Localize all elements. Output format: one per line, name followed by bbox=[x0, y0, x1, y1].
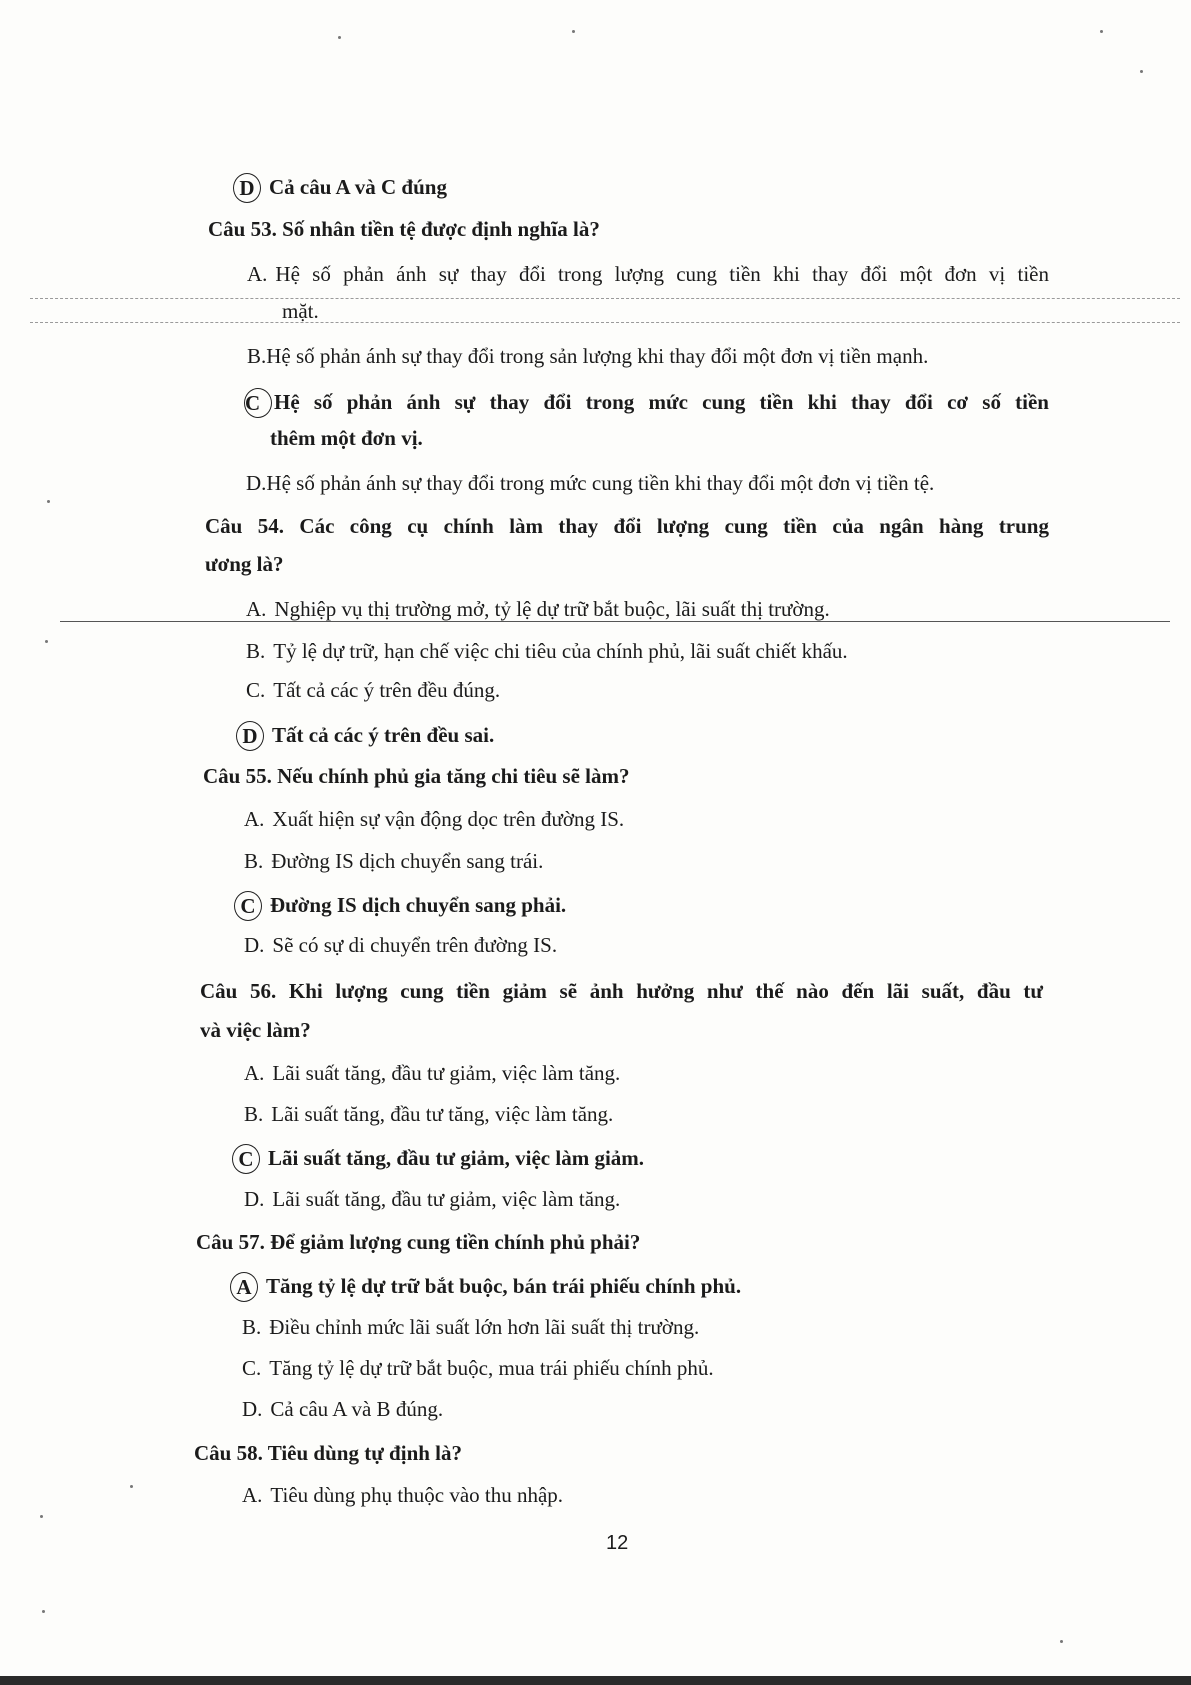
option-text: Hệ số phản ánh sự thay đổi trong mức cung tiền khi thay đổi cơ số tiền bbox=[274, 390, 1049, 414]
scan-bottom-edge bbox=[0, 1676, 1191, 1685]
option-d-q52 bbox=[233, 172, 447, 202]
option-d-q56 bbox=[244, 1186, 620, 1212]
option-text: Lãi suất tăng, đầu tư giảm, việc làm giảm. bbox=[268, 1146, 645, 1170]
scan-speck bbox=[42, 1610, 45, 1613]
scan-speck bbox=[47, 500, 50, 503]
scan-speck bbox=[338, 36, 341, 39]
circled-answer-mark: C bbox=[244, 388, 272, 418]
option-c-q54 bbox=[246, 677, 500, 703]
scan-speck bbox=[572, 30, 575, 33]
circled-answer-mark: C bbox=[232, 1144, 260, 1174]
question-55: Câu 55. Nếu chính phủ gia tăng chi tiêu sẽ làm? bbox=[203, 764, 630, 788]
option-text: Hệ số phản ánh sự thay đổi trong mức cung tiền khi thay đổi một đơn vị tiền tệ. bbox=[266, 471, 935, 495]
option-label: A. bbox=[242, 1483, 263, 1507]
option-c-q55 bbox=[234, 890, 566, 920]
option-label: B. bbox=[246, 639, 266, 663]
scan-speck bbox=[1100, 30, 1103, 33]
scan-artifact-rule bbox=[30, 298, 1180, 299]
scan-speck bbox=[40, 1515, 43, 1518]
option-text: Xuất hiện sự vận động dọc trên đường IS. bbox=[272, 807, 625, 831]
option-text: Lãi suất tăng, đầu tư tăng, việc làm tăng. bbox=[271, 1102, 614, 1126]
option-label: D. bbox=[246, 471, 267, 495]
option-b-q54 bbox=[246, 638, 848, 664]
option-text: Cả câu A và B đúng. bbox=[270, 1397, 444, 1421]
option-label: A. bbox=[244, 1061, 265, 1085]
option-a-q54 bbox=[246, 596, 830, 622]
option-b-q56 bbox=[244, 1101, 613, 1127]
option-c-q53-continuation: thêm một đơn vị. bbox=[270, 426, 423, 450]
question-56-continuation: và việc làm? bbox=[200, 1018, 311, 1042]
option-text: Hệ số phản ánh sự thay đổi trong lượng cung tiền khi thay đổi một đơn vị tiền bbox=[275, 262, 1049, 286]
option-a-q58 bbox=[242, 1482, 563, 1508]
option-label: B. bbox=[244, 1102, 264, 1126]
scan-speck bbox=[1060, 1640, 1063, 1643]
option-b-q53 bbox=[247, 343, 928, 369]
circled-answer-mark: D bbox=[236, 721, 264, 751]
option-label: A. bbox=[247, 262, 268, 286]
option-c-q56 bbox=[232, 1143, 644, 1173]
option-label: A. bbox=[244, 807, 265, 831]
option-text: Tất cả các ý trên đều đúng. bbox=[273, 678, 501, 702]
option-text: Điều chỉnh mức lãi suất lớn hơn lãi suất thị trường. bbox=[269, 1315, 700, 1339]
option-text: Lãi suất tăng, đầu tư giảm, việc làm tăng. bbox=[272, 1187, 621, 1211]
circled-answer-mark: D bbox=[233, 173, 261, 203]
option-c-q53 bbox=[244, 387, 1049, 417]
option-a-q53 bbox=[247, 261, 1049, 287]
option-text: Cả câu A và C đúng bbox=[269, 175, 447, 199]
option-a-q53-continuation: mặt. bbox=[282, 299, 319, 323]
option-text: Lãi suất tăng, đầu tư giảm, việc làm tăng. bbox=[272, 1061, 621, 1085]
option-d-q54 bbox=[236, 720, 494, 750]
page-number: 12 bbox=[606, 1532, 629, 1554]
option-label: C. bbox=[246, 678, 266, 702]
option-text: Tăng tỷ lệ dự trữ bắt buộc, bán trái phiếu chính phủ. bbox=[266, 1274, 742, 1298]
question-53: Câu 53. Số nhân tiền tệ được định nghĩa là? bbox=[208, 217, 600, 241]
option-d-q57 bbox=[242, 1396, 443, 1422]
option-label: A. bbox=[246, 597, 267, 621]
option-a-q57 bbox=[230, 1271, 741, 1301]
option-b-q55 bbox=[244, 848, 543, 874]
question-58: Câu 58. Tiêu dùng tự định là? bbox=[194, 1441, 463, 1465]
option-label: B. bbox=[242, 1315, 262, 1339]
option-d-q55 bbox=[244, 932, 557, 958]
option-a-q55 bbox=[244, 806, 624, 832]
option-label: B. bbox=[244, 849, 264, 873]
option-label: D. bbox=[244, 933, 265, 957]
option-text: Sẽ có sự di chuyển trên đường IS. bbox=[272, 933, 558, 957]
option-a-q56 bbox=[244, 1060, 620, 1086]
option-label: D. bbox=[242, 1397, 263, 1421]
circled-answer-mark: A bbox=[230, 1272, 258, 1302]
scan-speck bbox=[45, 640, 48, 643]
option-text: Hệ số phản ánh sự thay đổi trong sản lượng khi thay đổi một đơn vị tiền mạnh. bbox=[266, 344, 929, 368]
scan-speck bbox=[1140, 70, 1143, 73]
circled-answer-mark: C bbox=[234, 891, 262, 921]
question-54-continuation: ương là? bbox=[205, 552, 284, 576]
option-label: C. bbox=[242, 1356, 262, 1380]
question-56: Câu 56. Khi lượng cung tiền giảm sẽ ảnh hưởng như thế nào đến lãi suất, đầu tư bbox=[200, 979, 1043, 1003]
option-b-q57 bbox=[242, 1314, 699, 1340]
option-text: Đường IS dịch chuyển sang phải. bbox=[270, 893, 567, 917]
question-54: Câu 54. Các công cụ chính làm thay đổi lượng cung tiền của ngân hàng trung bbox=[205, 514, 1049, 538]
option-d-q53 bbox=[246, 470, 934, 496]
option-label: B. bbox=[247, 344, 267, 368]
scan-artifact-rule bbox=[30, 322, 1180, 323]
option-text: Tăng tỷ lệ dự trữ bắt buộc, mua trái phiếu chính phủ. bbox=[269, 1356, 714, 1380]
option-text: Nghiệp vụ thị trường mở, tỷ lệ dự trữ bắt buộc, lãi suất thị trường. bbox=[274, 597, 830, 621]
option-text: Đường IS dịch chuyển sang trái. bbox=[271, 849, 544, 873]
question-57: Câu 57. Để giảm lượng cung tiền chính phủ phải? bbox=[196, 1230, 641, 1254]
scan-speck bbox=[130, 1485, 133, 1488]
option-label: D. bbox=[244, 1187, 265, 1211]
option-text: Tất cả các ý trên đều sai. bbox=[272, 723, 495, 747]
option-text: Tỷ lệ dự trữ, hạn chế việc chi tiêu của chính phủ, lãi suất chiết khấu. bbox=[273, 639, 848, 663]
option-text: Tiêu dùng phụ thuộc vào thu nhập. bbox=[270, 1483, 564, 1507]
option-c-q57 bbox=[242, 1355, 714, 1381]
